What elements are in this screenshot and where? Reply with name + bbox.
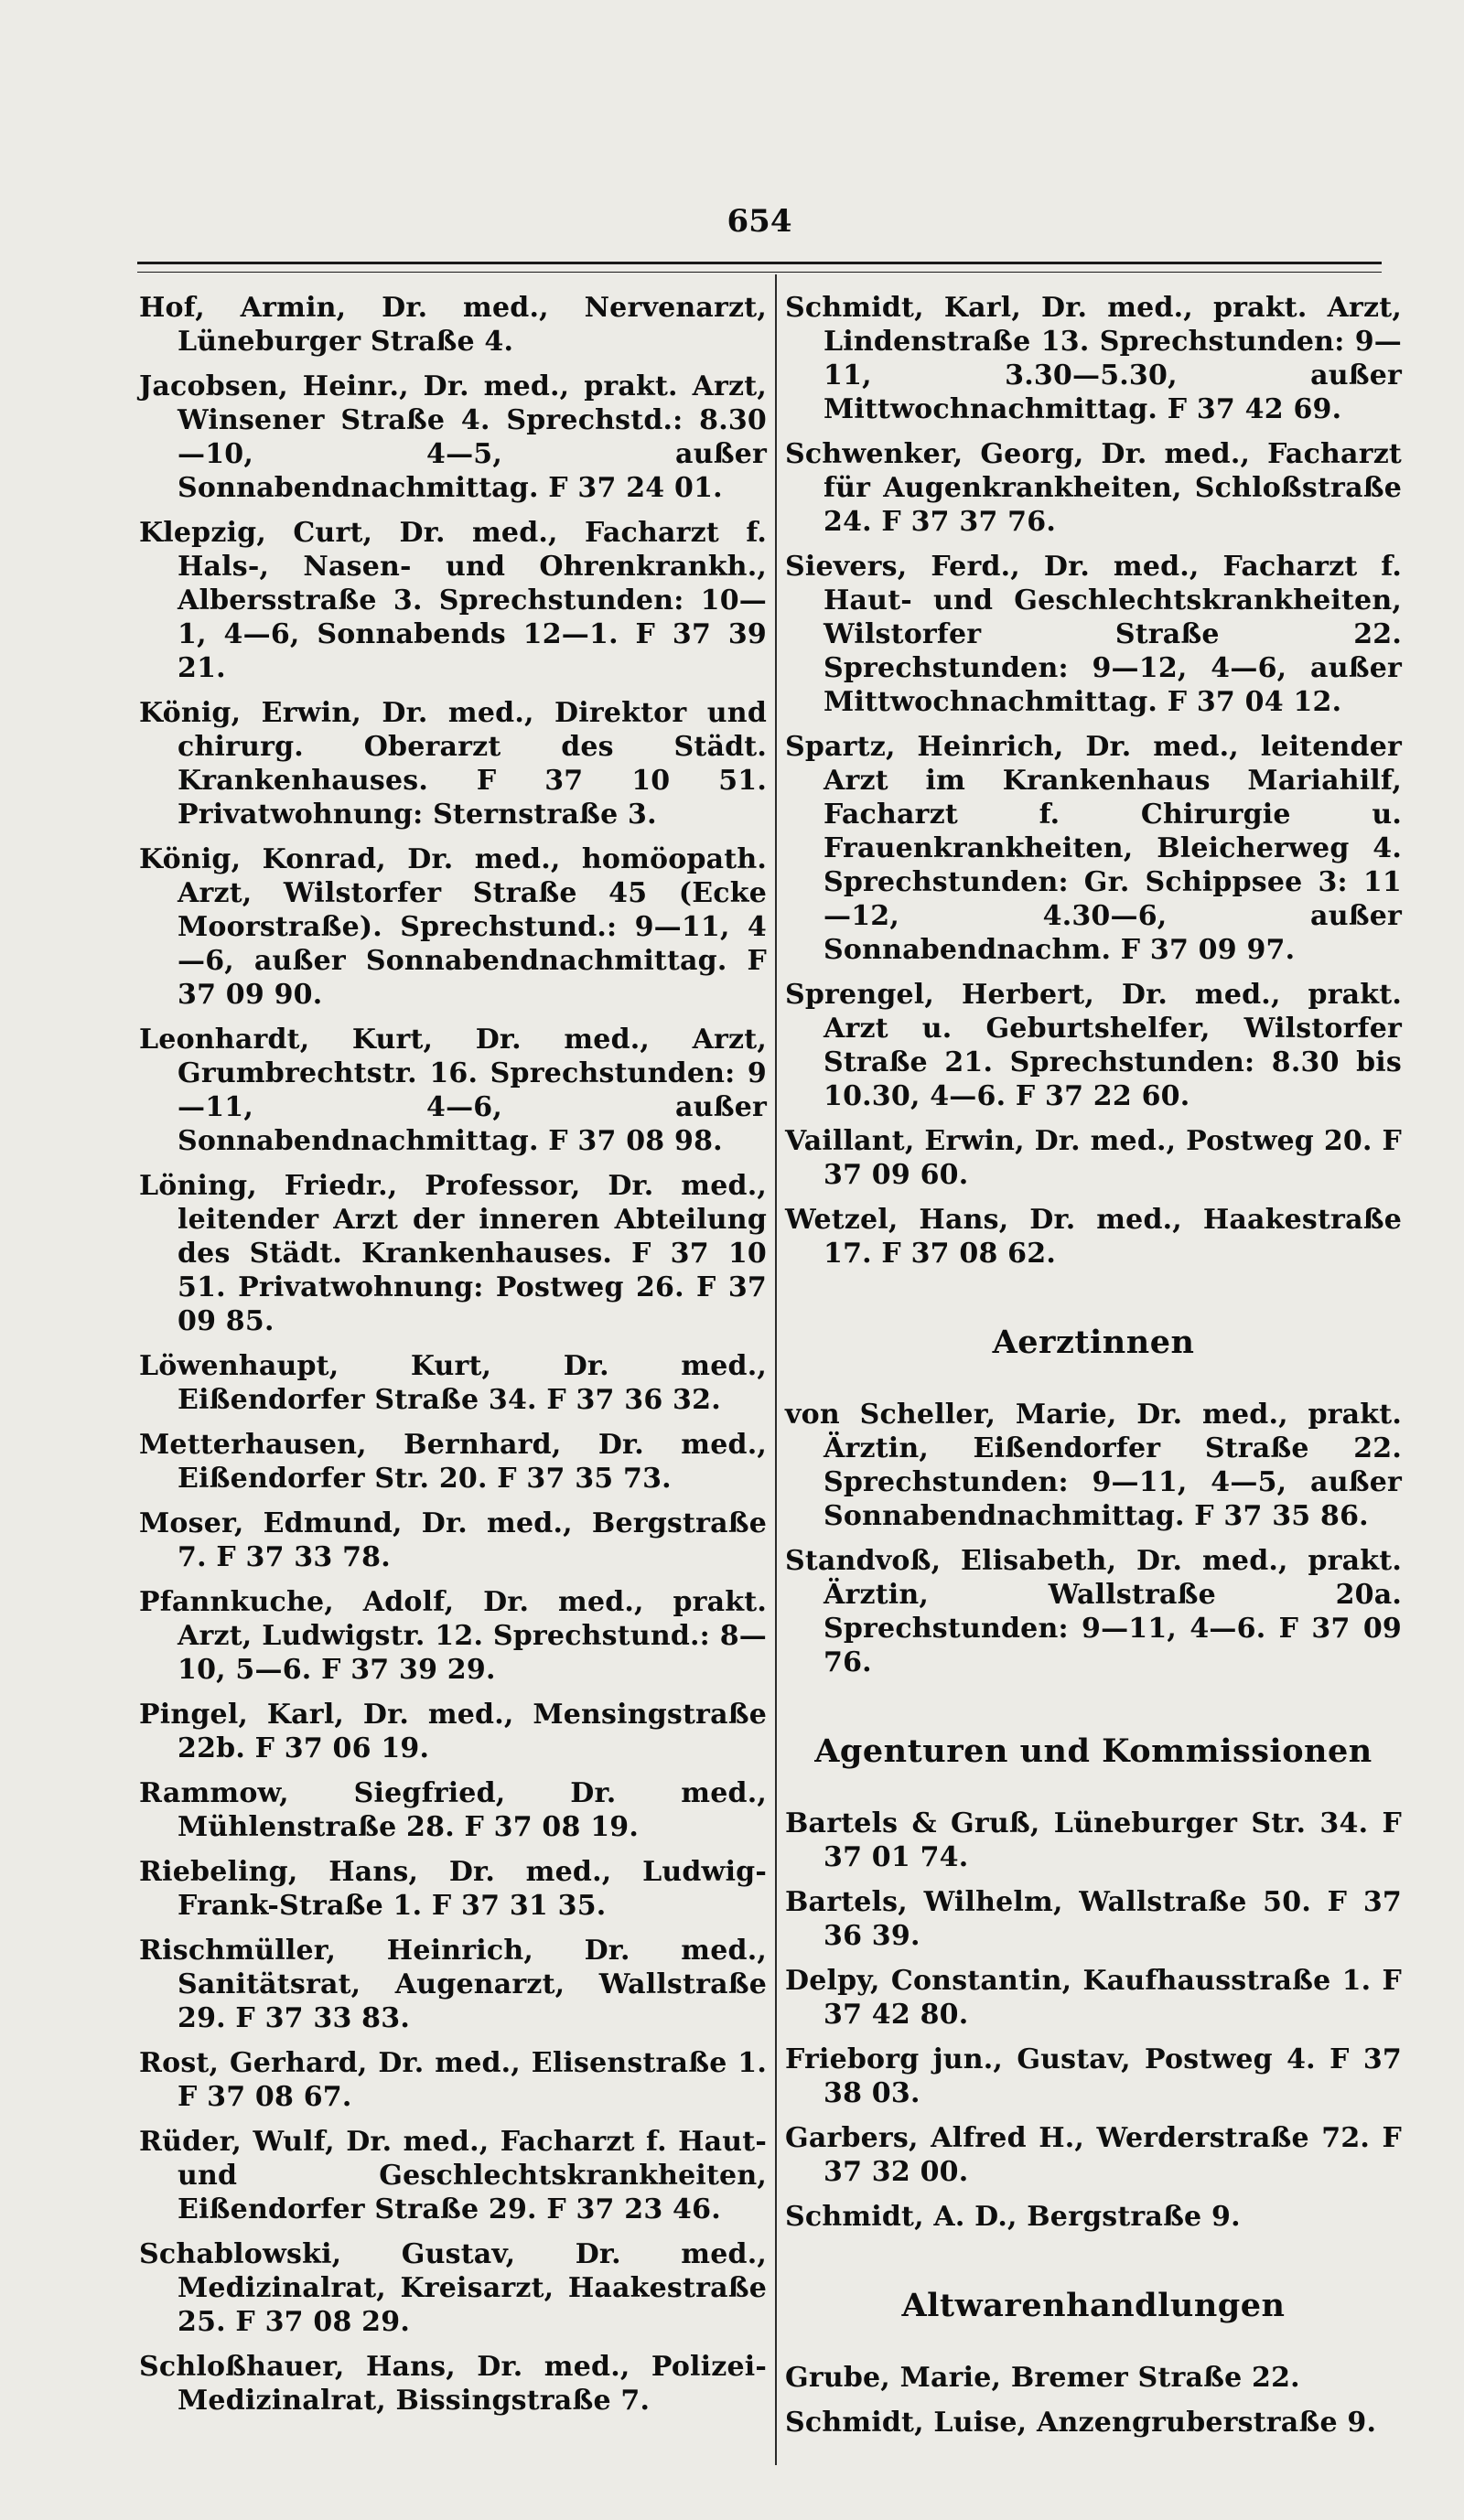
directory-entry: Grube, Marie, Bremer Straße 22. — [785, 2362, 1300, 2394]
left-column — [139, 291, 767, 2429]
section-heading: Agenturen und Kommissionen — [814, 1732, 1372, 1770]
directory-entry: Standvoß, Elisabeth, Dr. med., prakt. Ärztin, Wallstraße 20a. Sprechstunden: 9—11, 4—6. F 37 09 76. — [785, 1545, 1402, 1678]
directory-entry: König, Konrad, Dr. med., homöopath. Arzt, Wilstorfer Straße 45 (Ecke Moorstraße). Sprechstund.: 9—11, 4—6, außer Sonnabendnachmittag. F 37 09 90. — [139, 843, 767, 1011]
directory-entry: Delpy, Constantin, Kaufhausstraße 1. F 37 42 80. — [785, 1965, 1402, 2031]
directory-entry: Vaillant, Erwin, Dr. med., Postweg 20. F 37 09 60. — [785, 1125, 1402, 1191]
directory-entry: Spartz, Heinrich, Dr. med., leitender Arzt im Krankenhaus Mariahilf, Facharzt f. Chirurgie u. Frauenkrankheiten, Bleicherweg 4. Sprechstunden: Gr. Schippsee 3: 11—12, 4.30—6, außer Sonnabendnachm. F 37 09 97. — [785, 731, 1402, 966]
directory-entry: Rost, Gerhard, Dr. med., Elisenstraße 1. F 37 08 67. — [139, 2047, 767, 2113]
directory-entry: Moser, Edmund, Dr. med., Bergstraße 7. F 37 33 78. — [139, 1507, 767, 1573]
section-heading: Aerztinnen — [992, 1324, 1195, 1361]
directory-entry: Pingel, Karl, Dr. med., Mensingstraße 22b. F 37 06 19. — [139, 1699, 767, 1764]
directory-entry: Jacobsen, Heinr., Dr. med., prakt. Arzt, Winsener Straße 4. Sprechstd.: 8.30—10, 4—5, außer Sonnabendnachmittag. F 37 24 01. — [139, 370, 767, 504]
directory-entry: Hof, Armin, Dr. med., Nervenarzt, Lüneburger Straße 4. — [139, 292, 767, 358]
directory-entry: von Scheller, Marie, Dr. med., prakt. Ärztin, Eißendorfer Straße 22. Sprechstunden: 9—11, 4—5, außer Sonnabendnachmittag. F 37 35 86. — [785, 1399, 1402, 1532]
directory-entry: Frieborg jun., Gustav, Postweg 4. F 37 38 03. — [785, 2043, 1402, 2109]
directory-entry: Schablowski, Gustav, Dr. med., Medizinalrat, Kreisarzt, Haakestraße 25. F 37 08 29. — [139, 2238, 767, 2338]
directory-entry: Rammow, Siegfried, Dr. med., Mühlenstraße 28. F 37 08 19. — [139, 1777, 767, 1843]
directory-entry: Schmidt, Karl, Dr. med., prakt. Arzt, Lindenstraße 13. Sprechstunden: 9—11, 3.30—5.30, außer Mittwochnachmittag. F 37 42 69. — [785, 292, 1402, 425]
header-rule-thin — [137, 272, 1382, 273]
directory-entry: Metterhausen, Bernhard, Dr. med., Eißendorfer Str. 20. F 37 35 73. — [139, 1429, 767, 1495]
directory-entry: Schmidt, Luise, Anzengruberstraße 9. — [785, 2407, 1377, 2439]
directory-entry: Pfannkuche, Adolf, Dr. med., prakt. Arzt, Ludwigstr. 12. Sprechstund.: 8—10, 5—6. F 37 39 29. — [139, 1586, 767, 1686]
directory-entry: König, Erwin, Dr. med., Direktor und chirurg. Oberarzt des Städt. Krankenhauses. F 37 10 51. Privatwohnung: Sternstraße 3. — [139, 697, 767, 831]
directory-entry: Sprengel, Herbert, Dr. med., prakt. Arzt u. Geburtshelfer, Wilstorfer Straße 21. Sprechstunden: 8.30 bis 10.30, 4—6. F 37 22 60. — [785, 979, 1402, 1112]
directory-entry: Rüder, Wulf, Dr. med., Facharzt f. Haut- und Geschlechtskrankheiten, Eißendorfer Straße 29. F 37 23 46. — [139, 2126, 767, 2225]
directory-entry: Schmidt, A. D., Bergstraße 9. — [785, 2201, 1241, 2233]
column-divider — [775, 274, 777, 2465]
directory-entry: Schloßhauer, Hans, Dr. med., Polizei-Medizinalrat, Bissingstraße 7. — [139, 2351, 767, 2417]
directory-entry: Löning, Friedr., Professor, Dr. med., leitender Arzt der inneren Abteilung des Städt. Krankenhauses. F 37 10 51. Privatwohnung: Postweg 26. F 37 09 85. — [139, 1170, 767, 1337]
section-heading: Altwarenhandlungen — [901, 2287, 1286, 2324]
directory-entry: Klepzig, Curt, Dr. med., Facharzt f. Hals-, Nasen- und Ohrenkrankh., Albersstraße 3. Sprechstunden: 10—1, 4—6, Sonnabends 12—1. F 37 39 21. — [139, 517, 767, 684]
directory-entry: Garbers, Alfred H., Werderstraße 72. F 37 32 00. — [785, 2122, 1402, 2188]
directory-entry: Löwenhaupt, Kurt, Dr. med., Eißendorfer Straße 34. F 37 36 32. — [139, 1350, 767, 1416]
header-rule — [137, 262, 1382, 264]
page-number: 654 — [727, 203, 792, 240]
directory-entry: Leonhardt, Kurt, Dr. med., Arzt, Grumbrechtstr. 16. Sprechstunden: 9—11, 4—6, außer Sonnabendnachmittag. F 37 08 98. — [139, 1024, 767, 1157]
directory-entry: Sievers, Ferd., Dr. med., Facharzt f. Haut- und Geschlechtskrankheiten, Wilstorfer Straße 22. Sprechstunden: 9—12, 4—6, außer Mittwochnachmittag. F 37 04 12. — [785, 551, 1402, 718]
directory-entry: Rischmüller, Heinrich, Dr. med., Sanitätsrat, Augenarzt, Wallstraße 29. F 37 33 83. — [139, 1935, 767, 2034]
directory-entry: Bartels, Wilhelm, Wallstraße 50. F 37 36 39. — [785, 1886, 1402, 1952]
right-column — [785, 291, 1402, 2450]
directory-entry: Wetzel, Hans, Dr. med., Haakestraße 17. F 37 08 62. — [785, 1204, 1402, 1270]
directory-entry: Bartels & Gruß, Lüneburger Str. 34. F 37 01 74. — [785, 1807, 1402, 1873]
directory-entry: Schwenker, Georg, Dr. med., Facharzt für Augenkrankheiten, Schloßstraße 24. F 37 37 76. — [785, 438, 1402, 538]
directory-entry: Riebeling, Hans, Dr. med., Ludwig-Frank-Straße 1. F 37 31 35. — [139, 1856, 767, 1922]
